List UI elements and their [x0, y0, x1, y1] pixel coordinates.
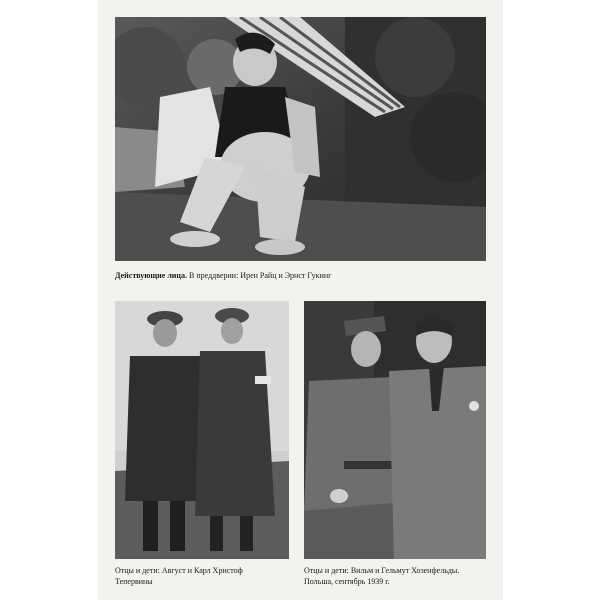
book-page — [98, 0, 503, 600]
caption-top-title: Действующие лица. — [115, 271, 188, 280]
photo-couple-deck-chair — [115, 17, 486, 261]
caption-top-text: В преддверии: Ирен Райц и Эрнст Гукинг — [187, 271, 332, 280]
photo-father-son-teperwein — [115, 301, 289, 559]
caption-bottom-left — [115, 565, 243, 587]
caption-bottom-right-line2: Польша, сентябрь 1939 г. — [304, 577, 390, 586]
photo-father-son-hosenfeld — [304, 301, 486, 559]
caption-top — [115, 270, 331, 281]
caption-bottom-left-line1: Отцы и дети: Август и Карл Христоф — [115, 566, 243, 575]
caption-bottom-left-line2: Тепервины — [115, 577, 153, 586]
caption-bottom-right-line1: Отцы и дети: Вильм и Гельмут Хозенфельды. — [304, 566, 460, 575]
caption-bottom-right — [304, 565, 459, 587]
